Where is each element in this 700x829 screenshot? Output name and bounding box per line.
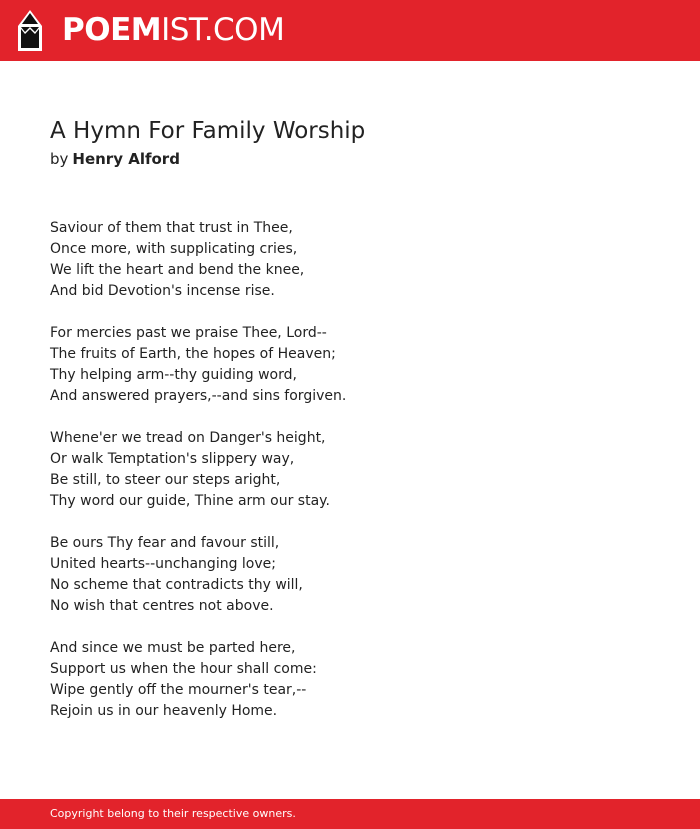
stanza — [50, 638, 650, 722]
stanza — [50, 323, 650, 407]
author-name: Henry Alford — [72, 150, 180, 168]
logo-text-light: IST.COM — [161, 12, 285, 48]
poem-body — [50, 218, 650, 743]
logo-text-strong: POEM — [62, 12, 162, 48]
stanza — [50, 533, 650, 617]
poem-line: Whene'er we tread on Danger's height, — [50, 430, 326, 446]
pencil-logo-icon[interactable] — [18, 10, 42, 51]
poem-line: The fruits of Earth, the hopes of Heaven; — [50, 346, 336, 362]
poem-line: And answered prayers,--and sins forgiven. — [50, 388, 347, 404]
poem-line: Be ours Thy fear and favour still, — [50, 535, 280, 551]
poem-line: United hearts--unchanging love; — [50, 556, 276, 572]
poem-line: For mercies past we praise Thee, Lord-- — [50, 325, 327, 341]
poem-line: Be still, to steer our steps aright, — [50, 472, 281, 488]
poem-line: No wish that centres not above. — [50, 598, 274, 614]
by-label: by — [50, 150, 69, 168]
poem-line: Saviour of them that trust in Thee, — [50, 220, 293, 236]
poem-line: Wipe gently off the mourner's tear,-- — [50, 682, 307, 698]
stanza — [50, 428, 650, 512]
copyright-notice: Copyright belong to their respective owners. — [50, 807, 296, 820]
site-footer — [0, 799, 700, 829]
poem-line: Or walk Temptation's slippery way, — [50, 451, 295, 467]
poem-line: And bid Devotion's incense rise. — [50, 283, 275, 299]
poem-title: A Hymn For Family Worship — [50, 118, 366, 144]
poem-line: Thy word our guide, Thine arm our stay. — [50, 493, 330, 509]
poem-line: Thy helping arm--thy guiding word, — [50, 367, 297, 383]
site-logo-link[interactable] — [62, 12, 284, 48]
poem-line: And since we must be parted here, — [50, 640, 296, 656]
poem-line: Once more, with supplicating cries, — [50, 241, 298, 257]
poem-byline — [50, 148, 180, 170]
poem-line: Rejoin us in our heavenly Home. — [50, 703, 278, 719]
poem-line: Support us when the hour shall come: — [50, 661, 317, 677]
site-header — [0, 0, 700, 61]
poem-line: No scheme that contradicts thy will, — [50, 577, 303, 593]
poem-line: We lift the heart and bend the knee, — [50, 262, 305, 278]
stanza — [50, 218, 650, 302]
